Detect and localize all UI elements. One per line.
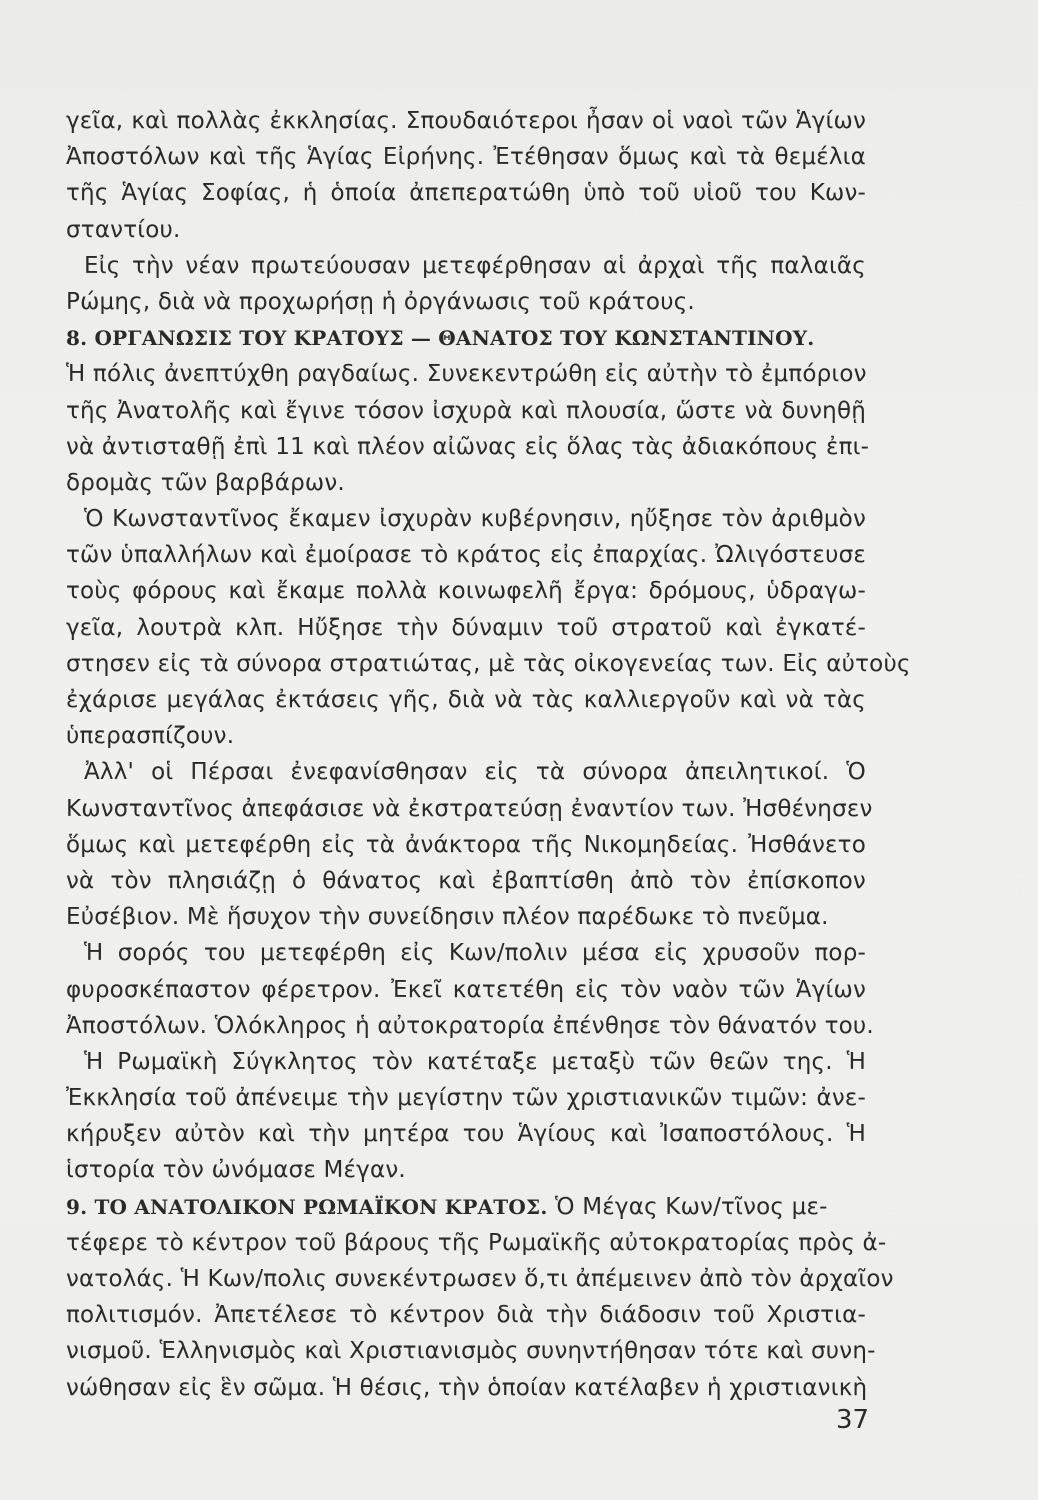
text-line: Εἰς τὴν νέαν πρωτεύουσαν μετεφέρθησαν αἱ ἀρχαὶ τῆς παλαιᾶς	[84, 252, 866, 279]
page-number: 37	[836, 1405, 870, 1435]
text-line: κήρυξεν αὐτὸν καὶ τὴν μητέρα του Ἁγίους καὶ Ἰσαποστόλους. Ἡ	[66, 1121, 866, 1148]
text-line: Ρώμης, διὰ νὰ προχωρήσῃ ἡ ὀργάνωσις τοῦ κράτους.	[66, 288, 695, 315]
section-9-heading: 9. ΤΟ ΑΝΑΤΟΛΙΚΟΝ ΡΩΜΑΪΚΟΝ ΚΡΑΤΟΣ.	[66, 1194, 548, 1219]
text-line: Ἐκκλησία τοῦ ἀπένειμε τὴν μεγίστην τῶν χριστιανικῶν τιμῶν: ἀνε-	[66, 1085, 866, 1112]
section-8-heading: 8. ΟΡΓΑΝΩΣΙΣ ΤΟΥ ΚΡΑΤΟΥΣ — ΘΑΝΑΤΟΣ ΤΟΥ ΚΩΝΣΤΑΝΤΙΝΟΥ.	[66, 326, 815, 351]
text-line: σταντίου.	[66, 216, 181, 243]
text-line: Ἡ πόλις ἀνεπτύχθη ραγδαίως. Συνεκεντρώθη εἰς αὐτὴν τὸ ἐμπόριον	[66, 361, 867, 388]
text-line: νώθησαν εἰς ἓν σῶμα. Ἡ θέσις, τὴν ὁποίαν κατέλαβεν ἡ χριστιανικὴ	[66, 1374, 868, 1401]
text-line: ἐχάρισε μεγάλας ἐκτάσεις γῆς, διὰ νὰ τὰς καλλιεργοῦν καὶ νὰ τὰς	[66, 687, 866, 713]
text-line: Κωνσταντῖνος ἀπεφάσισε νὰ ἐκστρατεύσῃ ἐναντίον των. Ἠσθένησεν	[66, 795, 873, 822]
text-line: ἱστορία τὸν ὠνόμασε Μέγαν.	[66, 1157, 406, 1184]
text-line: τῆς Ἁγίας Σοφίας, ἡ ὁποία ἀπεπερατώθη ὑπὸ τοῦ υἱοῦ του Κων-	[66, 180, 866, 207]
text-line: γεῖα, λουτρὰ κλπ. Ηὔξησε τὴν δύναμιν τοῦ στρατοῦ καὶ ἐγκατέ-	[66, 614, 866, 641]
text-line: δρομὰς τῶν βαρβάρων.	[66, 469, 345, 496]
text-line: τῶν ὑπαλλήλων καὶ ἐμοίρασε τὸ κράτος εἰς ἐπαρχίας. Ὠλιγόστευσε	[66, 542, 866, 569]
text-line: ὅμως καὶ μετεφέρθη εἰς τὰ ἀνάκτορα τῆς Νικομηδείας. Ἠσθάνετο	[66, 831, 866, 858]
text-line: Ἡ σορός του μετεφέρθη εἰς Κων/πολιν μέσα εἰς χρυσοῦν πορ-	[84, 940, 866, 967]
text-line: τῆς Ἀνατολῆς καὶ ἔγινε τόσον ἰσχυρὰ καὶ πλουσία, ὥστε νὰ δυνηθῇ	[66, 397, 866, 424]
text-line: τέφερε τὸ κέντρον τοῦ βάρους τῆς Ρωμαϊκῆς αὐτοκρατορίας πρὸς ἀ-	[66, 1229, 887, 1256]
text-line: ὑπερασπίζουν.	[66, 723, 235, 750]
text-line: νισμοῦ. Ἑλληνισμὸς καὶ Χριστιανισμὸς συνηντήθησαν τότε καὶ συνη-	[66, 1338, 876, 1365]
text-line: Ἀλλ' οἱ Πέρσαι ἐνεφανίσθησαν εἰς τὰ σύνορα ἀπειλητικοί. Ὁ	[84, 759, 866, 786]
text-line: Ἡ Ρωμαϊκὴ Σύγκλητος τὸν κατέταξε μεταξὺ τῶν θεῶν της. Ἡ	[84, 1048, 866, 1075]
text-line: φυροσκέπαστον φέρετρον. Ἐκεῖ κατετέθη εἰς τὸν ναὸν τῶν Ἁγίων	[66, 976, 866, 1003]
text-line: Ἀποστόλων καὶ τῆς Ἁγίας Εἰρήνης. Ἐτέθησαν ὅμως καὶ τὰ θεμέλια	[66, 144, 866, 171]
section-9-first-line	[66, 1189, 866, 1225]
text-line: πολιτισμόν. Ἀπετέλεσε τὸ κέντρον διὰ τὴν διάδοσιν τοῦ Χριστια-	[66, 1302, 866, 1329]
text-line: νὰ τὸν πλησιάζῃ ὁ θάνατος καὶ ἐβαπτίσθη ἀπὸ τὸν ἐπίσκοπον	[66, 867, 866, 894]
text-line: γεῖα, καὶ πολλὰς ἐκκλησίας. Σπουδαιότεροι ἦσαν οἱ ναοὶ τῶν Ἁγίων	[66, 108, 866, 134]
section-9-first-line-text: Ὁ Μέγας Κων/τῖνος με-	[555, 1193, 828, 1220]
text-line: νὰ ἀντισταθῇ ἐπὶ 11 καὶ πλέον αἰῶνας εἰς ὅλας τὰς ἀδιακόπους ἐπι-	[66, 433, 870, 460]
text-line: Ἀποστόλων. Ὁλόκληρος ἡ αὐτοκρατορία ἐπένθησε τὸν θάνατόν του.	[66, 1012, 874, 1039]
text-line: Ὁ Κωνσταντῖνος ἔκαμεν ἰσχυρὰν κυβέρνησιν, ηὔξησε τὸν ἀριθμὸν	[84, 506, 866, 533]
text-line: Εὐσέβιον. Μὲ ἥσυχον τὴν συνείδησιν πλέον παρέδωκε τὸ πνεῦμα.	[66, 904, 829, 931]
page-body-text	[66, 103, 911, 1406]
text-line: τοὺς φόρους καὶ ἔκαμε πολλὰ κοινωφελῆ ἔργα: δρόμους, ὑδραγω-	[66, 578, 866, 605]
text-line: νατολάς. Ἡ Κων/πολις συνεκέντρωσεν ὅ,τι ἀπέμεινεν ἀπὸ τὸν ἀρχαῖον	[66, 1266, 894, 1292]
text-line: στησεν εἰς τὰ σύνορα στρατιώτας, μὲ τὰς οἰκογενείας των. Εἰς αὐτοὺς	[66, 650, 911, 677]
